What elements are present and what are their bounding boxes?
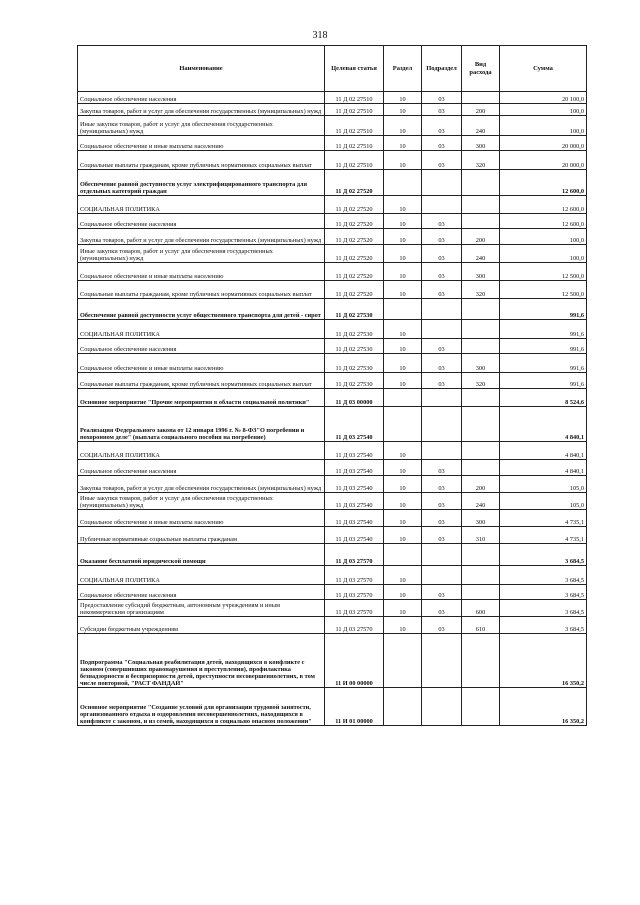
row-subsection: 03	[422, 476, 462, 493]
row-section: 10	[384, 320, 422, 339]
row-sum: 991,6	[500, 299, 587, 320]
row-target: 11 Д 02 27530	[325, 373, 384, 389]
row-exp-type: 610	[462, 617, 500, 634]
row-name: Закупка товаров, работ и услуг для обеспечения государственных (муниципальных) нужд	[78, 229, 325, 245]
row-section: 10	[384, 460, 422, 476]
row-sum: 991,6	[500, 320, 587, 339]
table-row	[78, 214, 587, 229]
row-target: 11 Д 02 27510	[325, 151, 384, 170]
row-subsection	[422, 320, 462, 339]
row-subsection: 03	[422, 104, 462, 116]
row-sum: 12 500,0	[500, 263, 587, 281]
row-subsection: 03	[422, 116, 462, 136]
row-section: 10	[384, 476, 422, 493]
row-exp-type	[462, 299, 500, 320]
row-sum: 4 735,1	[500, 527, 587, 544]
table-row	[78, 151, 587, 170]
row-sum: 991,6	[500, 373, 587, 389]
table-header-row	[78, 46, 587, 92]
row-target: 11 Д 02 27530	[325, 354, 384, 373]
row-section: 10	[384, 104, 422, 116]
row-subsection: 03	[422, 281, 462, 299]
table-row	[78, 263, 587, 281]
table-row	[78, 600, 587, 617]
row-sum: 105,0	[500, 476, 587, 493]
row-target: 11 Д 03 00000	[325, 389, 384, 407]
row-sum: 4 840,1	[500, 407, 587, 442]
row-target: 11 Д 03 27570	[325, 544, 384, 566]
row-name: Закупка товаров, работ и услуг для обеспечения государственных (муниципальных) нужд	[78, 104, 325, 116]
row-subsection: 03	[422, 510, 462, 527]
row-name: Социальное обеспечение и иные выплаты населению	[78, 263, 325, 281]
row-name: Социальное обеспечение населения	[78, 214, 325, 229]
row-sum: 3 684,5	[500, 600, 587, 617]
row-subsection: 03	[422, 151, 462, 170]
row-target: 11 Д 03 27540	[325, 476, 384, 493]
row-sum: 3 684,5	[500, 566, 587, 585]
row-target: 11 Д 03 27540	[325, 527, 384, 544]
row-name: Иные закупки товаров, работ и услуг для обеспечения государственных (муниципальных) нужд	[78, 493, 325, 510]
row-subsection	[422, 389, 462, 407]
row-section: 10	[384, 510, 422, 527]
row-section	[384, 299, 422, 320]
row-target: 11 Д 02 27520	[325, 281, 384, 299]
row-exp-type	[462, 389, 500, 407]
row-sum: 3 684,5	[500, 617, 587, 634]
row-subsection	[422, 299, 462, 320]
header-subsection: Подраздел	[422, 46, 462, 92]
table-row	[78, 544, 587, 566]
table-row	[78, 617, 587, 634]
row-section: 10	[384, 214, 422, 229]
row-section: 10	[384, 373, 422, 389]
row-name: Основное мероприятие "Создание условий для организации трудовой занятости, организованного отдыха и оздоровления несовершеннолетних, находящихся в конфликте с законом, и из семей, находящихся в социально опасном положении"	[78, 688, 325, 726]
row-target: 11 Д 03 27540	[325, 460, 384, 476]
row-subsection	[422, 688, 462, 726]
row-name: Обеспечение равной доступности услуг электрифицированного транспорта для отдельных категорий граждан	[78, 170, 325, 196]
row-target: 11 Д 03 27570	[325, 585, 384, 600]
row-section	[384, 389, 422, 407]
row-target: 11 И 00 00000	[325, 634, 384, 688]
row-exp-type: 240	[462, 245, 500, 263]
header-exp-type: Вид расхода	[462, 46, 500, 92]
row-exp-type	[462, 170, 500, 196]
row-section: 10	[384, 493, 422, 510]
row-name: Социальное обеспечение населения	[78, 585, 325, 600]
row-target: 11 Д 02 27520	[325, 196, 384, 214]
row-subsection: 03	[422, 92, 462, 104]
table-row	[78, 170, 587, 196]
row-sum: 20 100,0	[500, 92, 587, 104]
row-target: 11 Д 02 27520	[325, 229, 384, 245]
row-target: 11 Д 03 27540	[325, 407, 384, 442]
row-subsection	[422, 566, 462, 585]
row-exp-type: 200	[462, 104, 500, 116]
row-exp-type: 200	[462, 229, 500, 245]
row-sum: 3 684,5	[500, 585, 587, 600]
row-subsection: 03	[422, 460, 462, 476]
row-target: 11 Д 03 27540	[325, 493, 384, 510]
row-section	[384, 544, 422, 566]
table-row	[78, 688, 587, 726]
row-name: Социальное обеспечение и иные выплаты населению	[78, 354, 325, 373]
header-sum: Сумма	[500, 46, 587, 92]
row-subsection: 03	[422, 617, 462, 634]
row-sum: 20 000,0	[500, 136, 587, 151]
row-target: 11 Д 02 27510	[325, 116, 384, 136]
row-target: 11 Д 03 27570	[325, 617, 384, 634]
table-row	[78, 281, 587, 299]
row-name: Закупка товаров, работ и услуг для обеспечения государственных (муниципальных) нужд	[78, 476, 325, 493]
row-sum: 12 600,0	[500, 170, 587, 196]
row-sum: 4 840,1	[500, 442, 587, 460]
row-section	[384, 170, 422, 196]
header-target: Целевая статья	[325, 46, 384, 92]
row-subsection: 03	[422, 600, 462, 617]
row-exp-type: 300	[462, 354, 500, 373]
row-exp-type: 320	[462, 151, 500, 170]
row-sum: 4 735,1	[500, 510, 587, 527]
row-name: Социальное обеспечение и иные выплаты населению	[78, 136, 325, 151]
row-target: 11 Д 03 27570	[325, 566, 384, 585]
row-section: 10	[384, 196, 422, 214]
row-exp-type: 300	[462, 510, 500, 527]
row-section: 10	[384, 339, 422, 354]
table-row	[78, 585, 587, 600]
row-name: Обеспечение равной доступности услуг общественного транспорта для детей - сирот	[78, 299, 325, 320]
table-row	[78, 476, 587, 493]
row-name: Социальное обеспечение населения	[78, 460, 325, 476]
row-section	[384, 688, 422, 726]
row-exp-type: 300	[462, 136, 500, 151]
table-row	[78, 320, 587, 339]
row-exp-type	[462, 339, 500, 354]
row-exp-type: 300	[462, 263, 500, 281]
row-exp-type	[462, 407, 500, 442]
row-subsection: 03	[422, 585, 462, 600]
row-section: 10	[384, 136, 422, 151]
page-number: 318	[312, 30, 328, 41]
row-exp-type: 200	[462, 476, 500, 493]
row-sum: 991,6	[500, 354, 587, 373]
table-body	[78, 92, 587, 726]
row-subsection: 03	[422, 493, 462, 510]
row-subsection: 03	[422, 136, 462, 151]
row-target: 11 Д 02 27530	[325, 320, 384, 339]
row-section: 10	[384, 151, 422, 170]
row-exp-type: 600	[462, 600, 500, 617]
row-sum: 100,0	[500, 104, 587, 116]
row-sum: 105,0	[500, 493, 587, 510]
row-exp-type	[462, 442, 500, 460]
row-sum: 991,6	[500, 339, 587, 354]
row-exp-type	[462, 585, 500, 600]
row-target: 11 Д 02 27530	[325, 339, 384, 354]
row-name: СОЦИАЛЬНАЯ ПОЛИТИКА	[78, 320, 325, 339]
row-exp-type	[462, 566, 500, 585]
table-row	[78, 104, 587, 116]
row-subsection: 03	[422, 229, 462, 245]
table-row	[78, 460, 587, 476]
row-exp-type	[462, 214, 500, 229]
row-subsection	[422, 170, 462, 196]
table-row	[78, 92, 587, 104]
row-section: 10	[384, 566, 422, 585]
row-section: 10	[384, 600, 422, 617]
row-subsection: 03	[422, 373, 462, 389]
row-exp-type: 320	[462, 373, 500, 389]
row-section: 10	[384, 92, 422, 104]
row-section: 10	[384, 617, 422, 634]
row-name: Подпрограмма "Социальная реабилитация детей, находящихся в конфликте с законом (совершивших правонарушения и преступления), профилактика безнадзорности и беспризорности детей, преступности несовершеннолетних, в том числе повторной, "РАСТ ФАНДАЙ"	[78, 634, 325, 688]
row-name: Социальное обеспечение населения	[78, 92, 325, 104]
row-name: СОЦИАЛЬНАЯ ПОЛИТИКА	[78, 196, 325, 214]
row-subsection	[422, 196, 462, 214]
row-section: 10	[384, 245, 422, 263]
row-sum: 8 524,6	[500, 389, 587, 407]
row-target: 11 Д 02 27520	[325, 245, 384, 263]
row-section: 10	[384, 281, 422, 299]
row-exp-type	[462, 196, 500, 214]
row-target: 11 Д 02 27510	[325, 136, 384, 151]
row-exp-type: 320	[462, 281, 500, 299]
header-name: Наименование	[78, 46, 325, 92]
row-section: 10	[384, 263, 422, 281]
row-sum: 16 350,2	[500, 634, 587, 688]
row-subsection: 03	[422, 214, 462, 229]
table-row	[78, 354, 587, 373]
table-row	[78, 245, 587, 263]
row-exp-type	[462, 320, 500, 339]
row-name: Реализация Федерального закона от 12 января 1996 г. № 8-ФЗ"О погребении и похоронном деле" (выплата социального пособия на погребение)	[78, 407, 325, 442]
row-section	[384, 407, 422, 442]
row-exp-type	[462, 688, 500, 726]
row-subsection: 03	[422, 245, 462, 263]
row-subsection: 03	[422, 339, 462, 354]
row-exp-type	[462, 544, 500, 566]
row-exp-type: 240	[462, 493, 500, 510]
row-subsection	[422, 442, 462, 460]
row-sum: 100,0	[500, 229, 587, 245]
row-name: СОЦИАЛЬНАЯ ПОЛИТИКА	[78, 566, 325, 585]
row-sum: 4 840,1	[500, 460, 587, 476]
row-section: 10	[384, 354, 422, 373]
row-name: Социальное обеспечение и иные выплаты населению	[78, 510, 325, 527]
table-row	[78, 229, 587, 245]
row-section: 10	[384, 527, 422, 544]
table-row	[78, 442, 587, 460]
row-section: 10	[384, 229, 422, 245]
row-target: 11 Д 03 27540	[325, 442, 384, 460]
row-exp-type	[462, 634, 500, 688]
row-subsection	[422, 544, 462, 566]
row-name: Субсидии бюджетным учреждениям	[78, 617, 325, 634]
row-target: 11 Д 02 27530	[325, 299, 384, 320]
row-name: Основное мероприятие "Прочие мероприятия в области социальной политики"	[78, 389, 325, 407]
row-name: Социальное обеспечение населения	[78, 339, 325, 354]
row-subsection	[422, 407, 462, 442]
row-subsection	[422, 634, 462, 688]
row-sum: 3 684,5	[500, 544, 587, 566]
row-name: Предоставление субсидий бюджетным, автономным учреждениям и иным некоммерческим организациям	[78, 600, 325, 617]
row-name: Публичные нормативные социальные выплаты гражданам	[78, 527, 325, 544]
row-name: Социальные выплаты гражданам, кроме публичных нормативных социальных выплат	[78, 151, 325, 170]
header-section: Раздел	[384, 46, 422, 92]
row-subsection: 03	[422, 354, 462, 373]
table-row	[78, 407, 587, 442]
table-row	[78, 373, 587, 389]
row-name: Социальные выплаты гражданам, кроме публичных нормативных социальных выплат	[78, 373, 325, 389]
row-sum: 100,0	[500, 116, 587, 136]
row-name: Оказание бесплатной юридической помощи	[78, 544, 325, 566]
row-name: Иные закупки товаров, работ и услуг для обеспечения государственных (муниципальных) нужд	[78, 116, 325, 136]
table-row	[78, 196, 587, 214]
row-name: СОЦИАЛЬНАЯ ПОЛИТИКА	[78, 442, 325, 460]
row-exp-type	[462, 92, 500, 104]
row-sum: 12 500,0	[500, 281, 587, 299]
table-row	[78, 634, 587, 688]
row-name: Социальные выплаты гражданам, кроме публичных нормативных социальных выплат	[78, 281, 325, 299]
row-target: 11 Д 02 27520	[325, 263, 384, 281]
row-sum: 16 350,2	[500, 688, 587, 726]
row-target: 11 Д 02 27520	[325, 214, 384, 229]
table-row	[78, 389, 587, 407]
row-target: 11 И 01 00000	[325, 688, 384, 726]
table-row	[78, 136, 587, 151]
row-target: 11 Д 02 27510	[325, 92, 384, 104]
row-exp-type	[462, 460, 500, 476]
row-subsection: 03	[422, 527, 462, 544]
table-row	[78, 116, 587, 136]
table-row	[78, 299, 587, 320]
row-name: Иные закупки товаров, работ и услуг для обеспечения государственных (муниципальных) нужд	[78, 245, 325, 263]
row-target: 11 Д 02 27520	[325, 170, 384, 196]
table-row	[78, 527, 587, 544]
row-subsection: 03	[422, 263, 462, 281]
row-section	[384, 634, 422, 688]
row-exp-type: 310	[462, 527, 500, 544]
table-row	[78, 339, 587, 354]
row-sum: 20 000,0	[500, 151, 587, 170]
row-section: 10	[384, 116, 422, 136]
table-row	[78, 510, 587, 527]
budget-table	[77, 45, 587, 726]
row-target: 11 Д 03 27570	[325, 600, 384, 617]
table-row	[78, 493, 587, 510]
table-row	[78, 566, 587, 585]
row-target: 11 Д 03 27540	[325, 510, 384, 527]
row-sum: 100,0	[500, 245, 587, 263]
row-sum: 12 600,0	[500, 196, 587, 214]
row-sum: 12 600,0	[500, 214, 587, 229]
row-exp-type: 240	[462, 116, 500, 136]
row-section: 10	[384, 585, 422, 600]
row-target: 11 Д 02 27510	[325, 104, 384, 116]
row-section: 10	[384, 442, 422, 460]
